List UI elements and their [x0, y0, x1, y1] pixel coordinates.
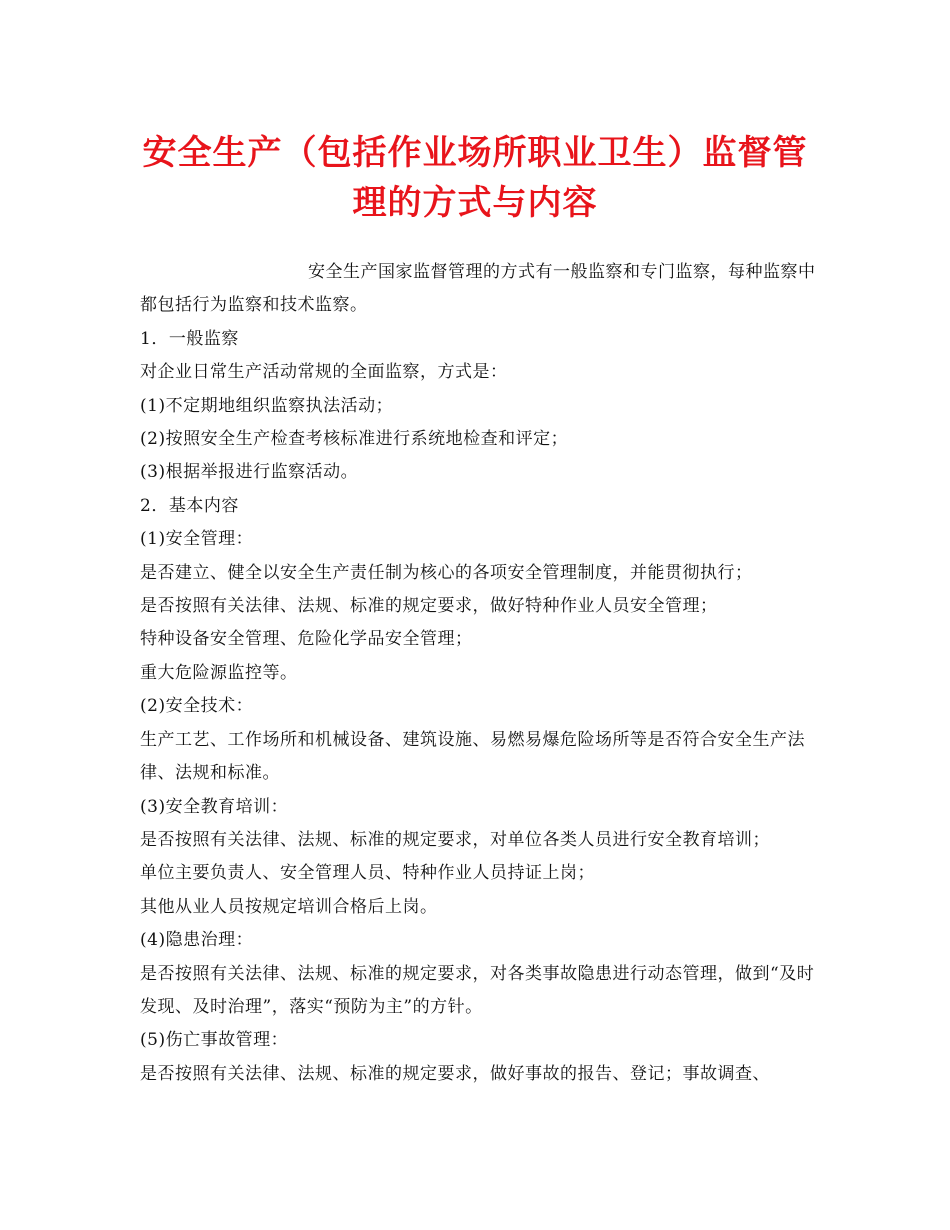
section-1-item: (2)按照安全生产检查考核标准进行系统地检查和评定； — [140, 429, 569, 450]
subsection-paragraph: 是否按照有关法律、法规、标准的规定要求，做好事故的报告、登记；事故调查、 — [140, 1063, 770, 1084]
subsection-paragraph: 是否按照有关法律、法规、标准的规定要求，对各类事故隐患进行动态管理，做到“及时发现、及时治理”，落实“预防为主”的方针。 — [140, 963, 815, 1017]
subsection-line: 其他从业人员按规定培训合格后上岗。 — [140, 896, 438, 917]
section-1-lead: 对企业日常生产活动常规的全面监察，方式是： — [140, 362, 508, 383]
subsection-heading: (5)伤亡事故管理： — [140, 1030, 289, 1051]
subsection-line: 是否按照有关法律、法规、标准的规定要求，做好特种作业人员安全管理； — [140, 596, 718, 617]
section-1-item: (1)不定期地组织监察执法活动； — [140, 395, 394, 416]
subsection-line: 重大危险源监控等。 — [140, 662, 298, 683]
subsection-heading: (3)安全教育培训： — [140, 796, 289, 817]
document-title — [100, 128, 850, 228]
subsection-heading: (2)安全技术： — [140, 696, 254, 717]
subsection-line: 是否按照有关法律、法规、标准的规定要求，对单位各类人员进行安全教育培训； — [140, 829, 770, 850]
subsection-heading: (4)隐患治理： — [140, 930, 254, 951]
section-2-heading: 2．基本内容 — [140, 495, 239, 516]
subsection-line: 特种设备安全管理、危险化学品安全管理； — [140, 629, 473, 650]
section-1-item: (3)根据举报进行监察活动。 — [140, 462, 359, 483]
title-line-2: 理的方式与内容 — [352, 183, 598, 223]
subsection-heading: (1)安全管理： — [140, 529, 254, 550]
section-1-heading: 1．一般监察 — [140, 328, 239, 349]
intro-paragraph: 安全生产国家监督管理的方式有一般监察和专门监察，每种监察中都包括行为监察和技术监察。 — [140, 262, 816, 316]
subsection-line: 是否建立、健全以安全生产责任制为核心的各项安全管理制度，并能贯彻执行； — [140, 562, 753, 583]
subsection-paragraph: 生产工艺、工作场所和机械设备、建筑设施、易燃易爆危险场所等是否符合安全生产法律、法规和标准。 — [140, 729, 805, 784]
title-line-1: 安全生产（包括作业场所职业卫生）监督管 — [142, 133, 808, 173]
subsection-line: 单位主要负责人、安全管理人员、特种作业人员持证上岗； — [140, 863, 595, 884]
document-body — [140, 256, 820, 1091]
